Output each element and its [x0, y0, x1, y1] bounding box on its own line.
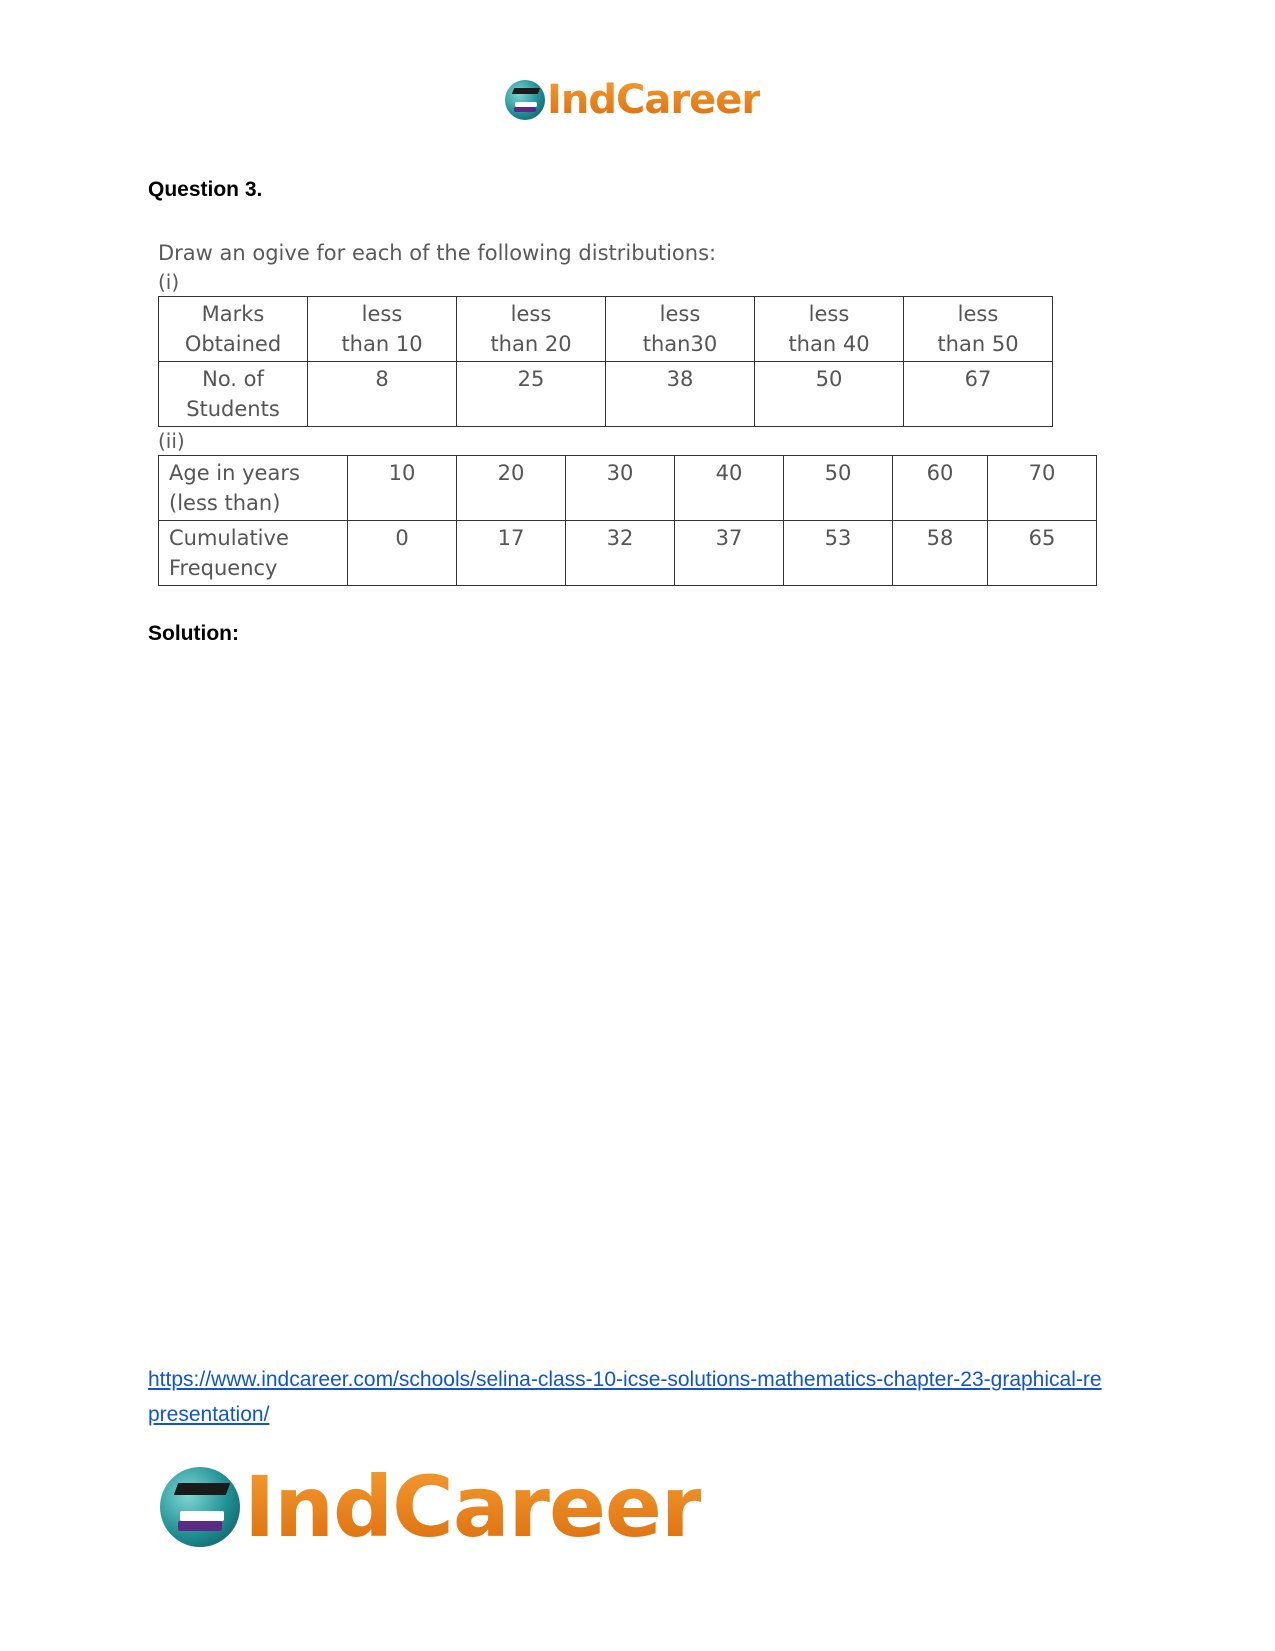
table-cell: 25 [457, 362, 606, 427]
question-prompt: Draw an ogive for each of the following distributions: [158, 241, 717, 265]
part-ii-label: (ii) [158, 429, 185, 453]
table-cell: 50 [755, 362, 904, 427]
table-row [159, 362, 1053, 427]
solution-title: Solution: [148, 622, 239, 645]
source-link[interactable]: https://www.indcareer.com/schools/selina-class-10-icse-solutions-mathematics-chapter-23-graphical-representation/ [148, 1368, 1102, 1426]
table-cell: 50 [784, 456, 893, 521]
table-cell: 65 [988, 521, 1097, 586]
question-title: Question 3. [148, 178, 263, 201]
distribution-table-i [158, 296, 1053, 427]
column-header: less than 20 [457, 297, 606, 362]
part-i-label: (i) [158, 270, 180, 294]
table-row [159, 297, 1053, 362]
column-header: less than 50 [904, 297, 1053, 362]
table-row [159, 521, 1097, 586]
header-logo [505, 77, 761, 123]
table-cell: 58 [893, 521, 988, 586]
table-cell: 37 [675, 521, 784, 586]
table-cell: 67 [904, 362, 1053, 427]
table-cell: 17 [457, 521, 566, 586]
table-cell: 53 [784, 521, 893, 586]
table-cell: 40 [675, 456, 784, 521]
logo-wordmark: IndCareer [244, 1458, 702, 1556]
table-cell: 10 [348, 456, 457, 521]
graduation-cap-book-icon [160, 1467, 240, 1547]
footer-logo [160, 1458, 702, 1556]
table-cell: 8 [308, 362, 457, 427]
graduation-cap-book-icon [505, 80, 545, 120]
table-cell: 38 [606, 362, 755, 427]
row-header-students: No. of Students [159, 362, 308, 427]
row-header-age: Age in years (less than) [159, 456, 348, 521]
table-cell: 60 [893, 456, 988, 521]
column-header: less than 10 [308, 297, 457, 362]
distribution-table-ii [158, 455, 1097, 586]
column-header: less than 40 [755, 297, 904, 362]
table-row [159, 456, 1097, 521]
question-content [158, 238, 1097, 586]
row-header-marks: Marks Obtained [159, 297, 308, 362]
logo-wordmark: IndCareer [547, 77, 761, 123]
table-cell: 0 [348, 521, 457, 586]
table-cell: 70 [988, 456, 1097, 521]
row-header-frequency: Cumulative Frequency [159, 521, 348, 586]
table-cell: 32 [566, 521, 675, 586]
table-cell: 30 [566, 456, 675, 521]
table-cell: 20 [457, 456, 566, 521]
column-header: less than30 [606, 297, 755, 362]
